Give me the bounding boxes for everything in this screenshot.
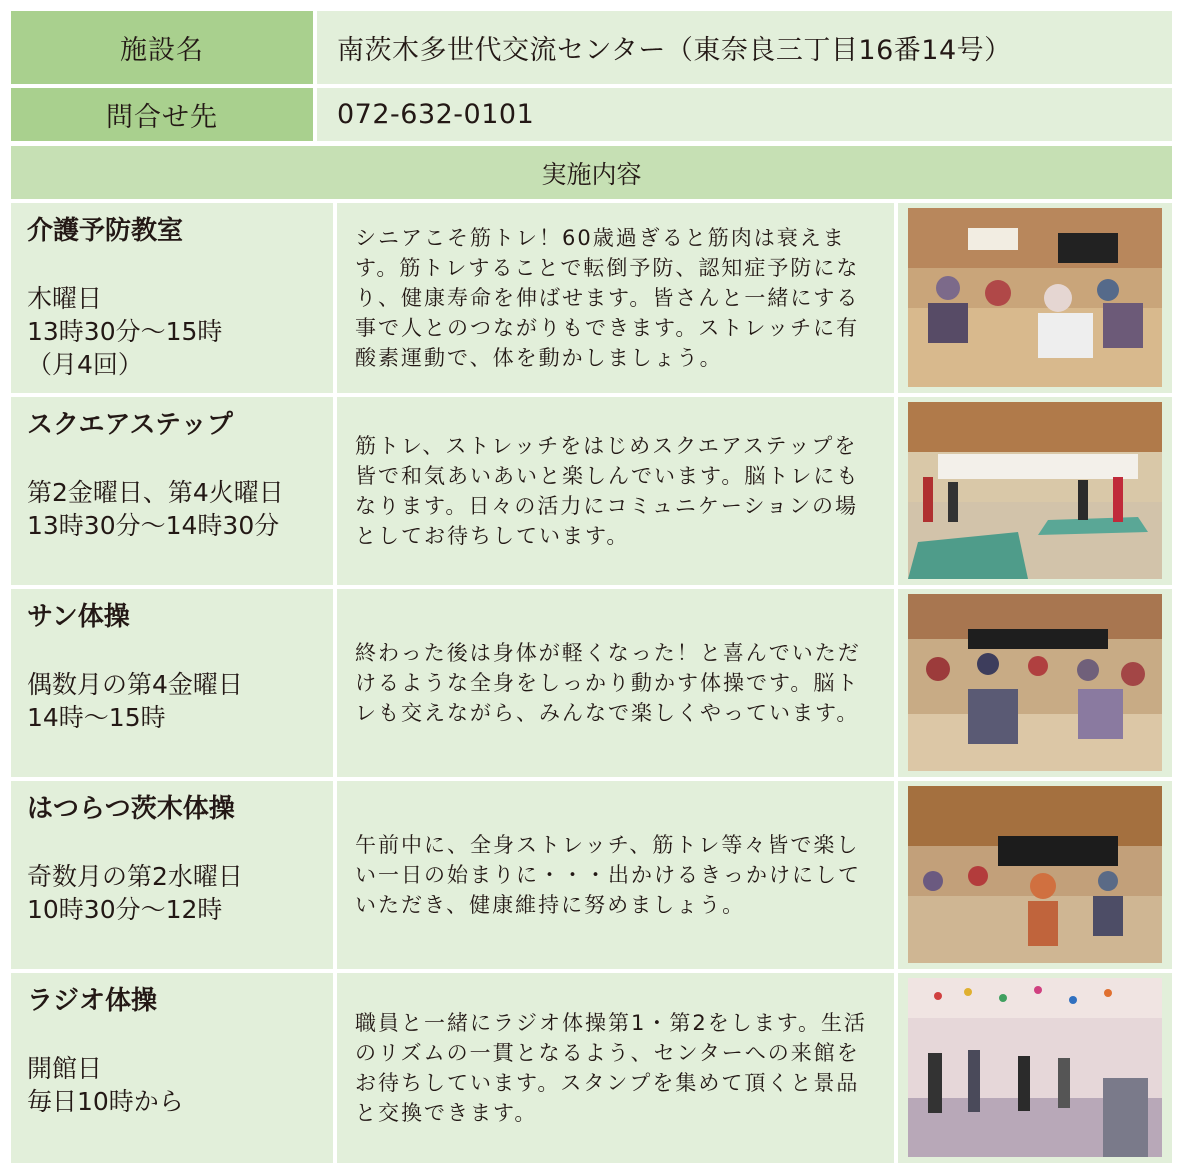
program-name-cell: [11, 781, 333, 969]
program-schedule-line: 毎日10時から: [27, 1087, 184, 1116]
program-schedule-line: 13時30分～14時30分: [27, 511, 280, 540]
program-name-cell: [11, 589, 333, 777]
program-description-cell: [337, 203, 894, 393]
program-schedule-line: 開館日: [27, 1054, 103, 1083]
program-schedule-line: 第2金曜日、第4火曜日: [27, 478, 284, 507]
contact-label: 問合せ先: [11, 88, 313, 141]
program-schedule-line: 10時30分～12時: [27, 895, 223, 924]
program-title: スクエアステップ: [27, 410, 233, 440]
radio-exercise-photo: [898, 973, 1172, 1163]
chair-gymnastics-photo: [898, 589, 1172, 777]
program-description: 筋トレ、ストレッチをはじめスクエアステップを皆で和気あいあいと楽しんでいます。脳トレにもなります。日々の活力にコミュニケーションの場としてお待ちしています。: [355, 434, 860, 548]
program-name-cell: [11, 203, 333, 393]
program-schedule-line: 偶数月の第4金曜日: [27, 670, 243, 699]
program-schedule-line: 奇数月の第2水曜日: [27, 862, 243, 891]
program-schedule-line: 14時～15時: [27, 703, 166, 732]
section-title: 実施内容: [11, 146, 1172, 199]
seated-exercise-class-photo: [898, 203, 1172, 393]
program-title: はつらつ茨木体操: [27, 794, 235, 824]
program-title: サン体操: [27, 602, 130, 632]
program-description-cell: [337, 397, 894, 585]
program-description: 午前中に、全身ストレッチ、筋トレ等々皆で楽しい一日の始まりに・・・出かけるきっかけにしていただき、健康維持に努めましょう。: [355, 833, 861, 917]
facility-value: 南茨木多世代交流センター（東奈良三丁目16番14号）: [317, 11, 1172, 84]
program-description: 職員と一緒にラジオ体操第1・第2をします。生活のリズムの一貫となるよう、センターへの来館をお待ちしています。スタンプを集めて頂くと景品と交換できます。: [355, 1011, 868, 1125]
program-schedule-line: 木曜日: [27, 284, 103, 313]
program-description: 終わった後は身体が軽くなった！と喜んでいただけるような全身をしっかり動かす体操です。脳トレも交えながら、みんなで楽しくやっています。: [355, 641, 861, 725]
facility-label: 施設名: [11, 11, 313, 84]
program-schedule-line: 13時30分～15時: [27, 317, 223, 346]
program-description-cell: [337, 973, 894, 1163]
program-description-cell: [337, 589, 894, 777]
program-description: シニアこそ筋トレ！60歳過ぎると筋肉は衰えます。筋トレすることで転倒予防、認知症予防になり、健康寿命を伸ばせます。皆さんと一緒にする事で人とのつながりもできます。ストレッチに有酸素運動で、体を動かしましょう。: [355, 226, 860, 370]
square-step-mats-photo: [898, 397, 1172, 585]
program-title: ラジオ体操: [27, 986, 158, 1016]
hall-exercise-group-photo: [898, 781, 1172, 969]
program-description-cell: [337, 781, 894, 969]
program-title: 介護予防教室: [27, 216, 184, 246]
program-schedule-line: （月4回）: [27, 350, 143, 379]
program-name-cell: [11, 973, 333, 1163]
contact-value: 072-632-0101: [317, 88, 1172, 141]
program-name-cell: [11, 397, 333, 585]
